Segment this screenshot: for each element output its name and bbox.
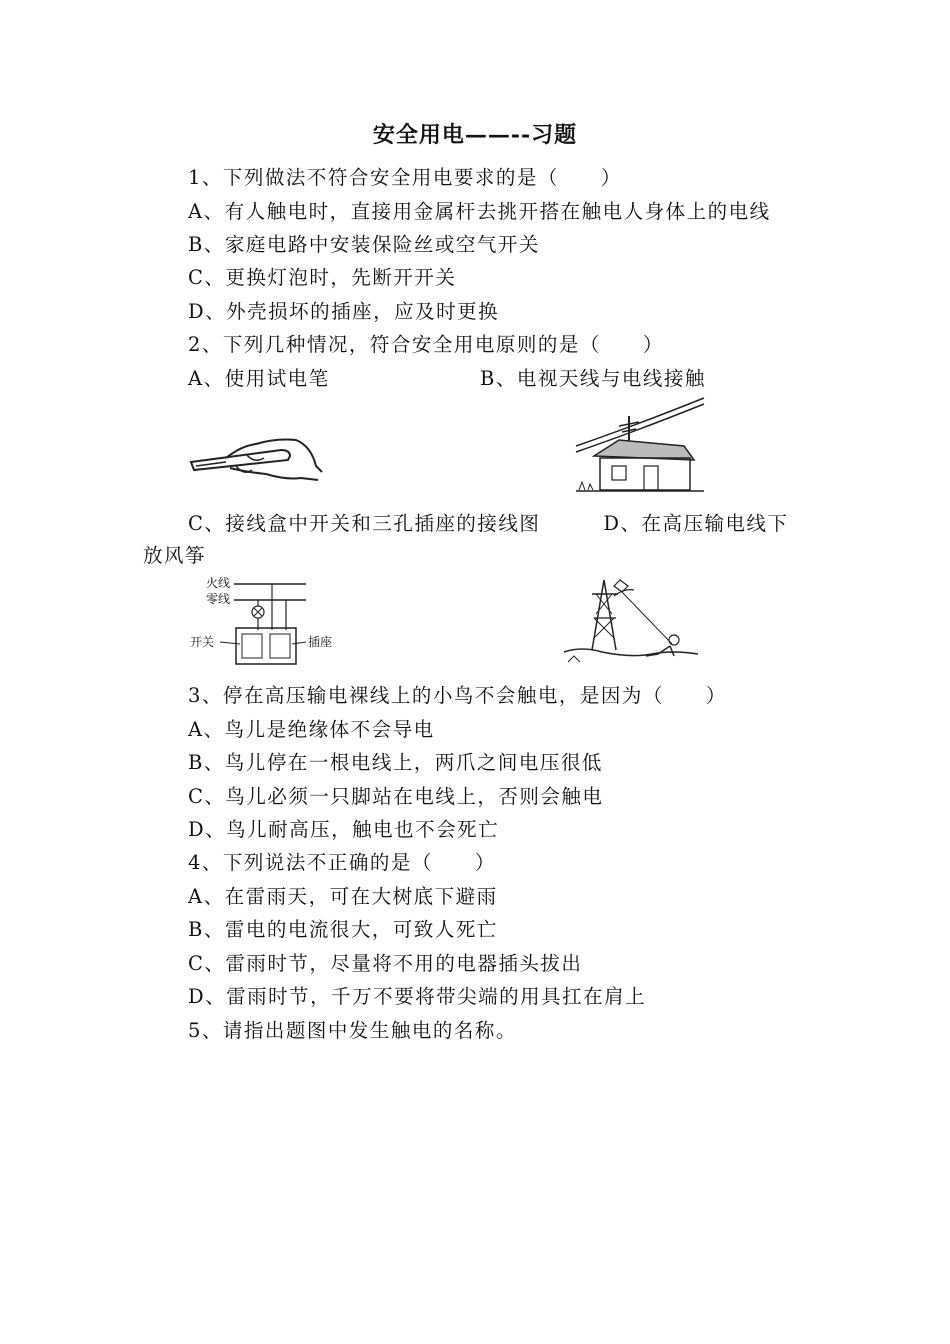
q4-stem: 4、下列说法不正确的是（ ） (188, 851, 496, 874)
q2-option-c-continued: 放风筝 (143, 544, 207, 567)
switch-label: 开关 (190, 635, 215, 649)
q3-option-a: A、鸟儿是绝缘体不会导电 (188, 718, 435, 741)
q1-option-b: B、家庭电路中安装保险丝或空气开关 (188, 233, 540, 256)
q1-option-a: A、有人触电时，直接用金属杆去挑开搭在触电人身体上的电线 (188, 200, 771, 223)
q4-option-d: D、雷雨时节，千万不要将带尖端的用具扛在肩上 (188, 985, 647, 1008)
kite-powerline-figure (562, 574, 702, 666)
q4-option-c: C、雷雨时节，尽量将不用的电器插头拔出 (188, 952, 583, 975)
q1-option-d: D、外壳损坏的插座，应及时更换 (188, 300, 500, 323)
page-title: 安全用电——--习题 (372, 122, 578, 148)
wiring-diagram-figure (188, 574, 348, 670)
q5-stem: 5、请指出题图中发生触电的名称。 (188, 1019, 517, 1042)
q4-option-b: B、雷电的电流很大，可致人死亡 (188, 918, 498, 941)
test-pen-figure (186, 428, 326, 498)
q2-option-a: A、使用试电笔 (188, 367, 330, 390)
tv-antenna-figure (574, 396, 709, 496)
neutral-wire-label: 零线 (206, 592, 231, 606)
q1-stem: 1、下列做法不符合安全用电要求的是（ ） (188, 166, 622, 189)
q2-stem: 2、下列几种情况，符合安全用电原则的是（ ） (188, 333, 664, 356)
live-wire-label: 火线 (206, 576, 231, 590)
q3-option-d: D、鸟儿耐高压，触电也不会死亡 (188, 818, 500, 841)
q3-option-c: C、鸟儿必须一只脚站在电线上，否则会触电 (188, 785, 604, 808)
q2-option-c: C、接线盒中开关和三孔插座的接线图 D、在高压输电线下 (188, 512, 789, 535)
q3-option-b: B、鸟儿停在一根电线上，两爪之间电压很低 (188, 751, 603, 774)
socket-label: 插座 (308, 635, 333, 649)
q3-stem: 3、停在高压输电裸线上的小鸟不会触电，是因为（ ） (188, 684, 727, 707)
q4-option-a: A、在雷雨天，可在大树底下避雨 (188, 885, 498, 908)
q1-option-c: C、更换灯泡时，先断开开关 (188, 266, 457, 289)
q2-option-b: B、电视天线与电线接触 (480, 367, 706, 390)
